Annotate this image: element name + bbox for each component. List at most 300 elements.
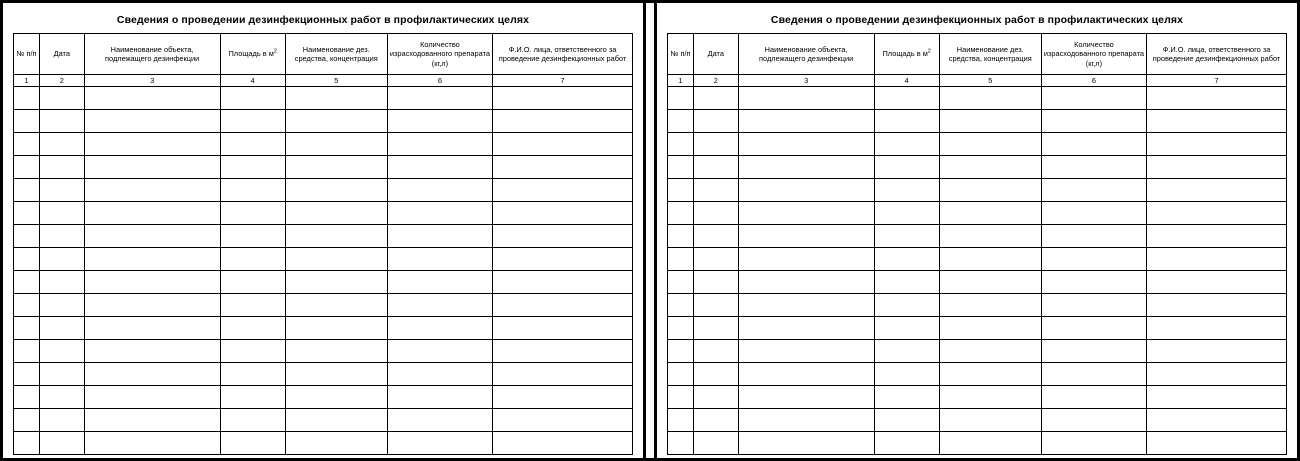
table-cell-empty[interactable] [285,87,387,110]
table-cell-empty[interactable] [14,317,40,340]
header-row [668,34,1287,75]
table-cell-empty[interactable] [874,87,939,110]
table-cell-empty[interactable] [668,340,694,363]
table-cell-empty[interactable] [939,340,1041,363]
table-cell-empty[interactable] [493,432,633,455]
header-cell-quantity: Количество израсходованного препарата (кг,л) [387,34,492,75]
table-row [668,248,1287,271]
table-cell-empty[interactable] [693,409,738,432]
table-cell-empty[interactable] [693,317,738,340]
table-cell-empty[interactable] [693,271,738,294]
table-cell-empty[interactable] [668,202,694,225]
header-cell-agent: Наименование дез. средства, концентрация [939,34,1041,75]
table-cell-empty[interactable] [285,386,387,409]
table-cell-empty[interactable] [387,202,492,225]
table-cell-empty[interactable] [493,110,633,133]
table-cell-empty[interactable] [1147,225,1287,248]
table-cell-empty[interactable] [738,225,874,248]
header-cell-number: № п/п [668,34,694,75]
table-cell-empty[interactable] [14,110,40,133]
table-cell-empty[interactable] [220,248,285,271]
table-cell-empty[interactable] [84,294,220,317]
header-row [14,34,633,75]
table-row [668,294,1287,317]
table-cell-empty[interactable] [738,409,874,432]
table-cell-empty[interactable] [39,432,84,455]
table-cell-empty[interactable] [738,133,874,156]
table-cell-empty[interactable] [493,133,633,156]
table-row [668,432,1287,455]
table-cell-empty[interactable] [1147,409,1287,432]
table-row [14,271,633,294]
table-cell-empty[interactable] [220,156,285,179]
column-number-row [668,75,1287,87]
table-cell-empty[interactable] [493,87,633,110]
table-cell-empty[interactable] [939,317,1041,340]
table-cell-empty[interactable] [693,110,738,133]
table-cell-empty[interactable] [1041,179,1146,202]
table-cell-empty[interactable] [1147,363,1287,386]
table-cell-empty[interactable] [693,363,738,386]
table-cell-empty[interactable] [693,386,738,409]
table-cell-empty[interactable] [220,294,285,317]
table-cell-empty[interactable] [387,340,492,363]
table-cell-empty[interactable] [693,87,738,110]
table-row [668,179,1287,202]
table-row [14,432,633,455]
table-cell-empty[interactable] [1041,87,1146,110]
table-cell-empty[interactable] [1147,271,1287,294]
table-cell-empty[interactable] [84,179,220,202]
table-cell-empty[interactable] [14,294,40,317]
table-cell-empty[interactable] [285,363,387,386]
page-title: Сведения о проведении дезинфекционных работ в профилактических целях [770,14,1184,26]
table-row [14,409,633,432]
table-cell-empty[interactable] [84,133,220,156]
table-header [14,34,633,87]
page-right [657,3,1297,458]
table-cell-empty[interactable] [668,87,694,110]
column-number-3: 3 [738,75,874,87]
table-cell-empty[interactable] [220,202,285,225]
table-cell-empty[interactable] [693,156,738,179]
table-cell-empty[interactable] [39,271,84,294]
table-cell-empty[interactable] [668,271,694,294]
table-row [668,110,1287,133]
table-cell-empty[interactable] [668,225,694,248]
table-cell-empty[interactable] [874,179,939,202]
table-cell-empty[interactable] [220,87,285,110]
table-cell-empty[interactable] [285,317,387,340]
table-cell-empty[interactable] [14,432,40,455]
table-cell-empty[interactable] [939,294,1041,317]
table-cell-empty[interactable] [84,271,220,294]
column-number-5: 5 [939,75,1041,87]
table-cell-empty[interactable] [39,133,84,156]
table-cell-empty[interactable] [387,363,492,386]
column-number-7: 7 [1147,75,1287,87]
table-cell-empty[interactable] [1147,179,1287,202]
table-cell-empty[interactable] [874,133,939,156]
table-cell-empty[interactable] [1147,156,1287,179]
table-cell-empty[interactable] [493,156,633,179]
table-cell-empty[interactable] [387,87,492,110]
table-cell-empty[interactable] [39,110,84,133]
table-body [668,87,1287,455]
table-row [668,156,1287,179]
table-cell-empty[interactable] [39,317,84,340]
table-cell-empty[interactable] [874,225,939,248]
table-cell-empty[interactable] [1041,409,1146,432]
table-row [668,386,1287,409]
table-row [14,294,633,317]
table-row [14,156,633,179]
table-cell-empty[interactable] [693,202,738,225]
table-cell-empty[interactable] [285,225,387,248]
table-cell-empty[interactable] [285,271,387,294]
table-cell-empty[interactable] [738,110,874,133]
table-cell-empty[interactable] [220,179,285,202]
table-cell-empty[interactable] [693,225,738,248]
table-cell-empty[interactable] [1041,340,1146,363]
header-cell-object: Наименование объекта, подлежащего дезинфекции [738,34,874,75]
table-cell-empty[interactable] [668,133,694,156]
column-number-1: 1 [14,75,40,87]
table-cell-empty[interactable] [1041,110,1146,133]
table-row [668,87,1287,110]
table-row [668,409,1287,432]
table-cell-empty[interactable] [493,202,633,225]
table-cell-empty[interactable] [387,248,492,271]
table-row [14,87,633,110]
table-cell-empty[interactable] [1147,87,1287,110]
table-cell-empty[interactable] [939,363,1041,386]
column-number-3: 3 [84,75,220,87]
header-cell-area [874,34,939,75]
table-cell-empty[interactable] [874,248,939,271]
table-cell-empty[interactable] [14,409,40,432]
table-cell-empty[interactable] [738,179,874,202]
table-cell-empty[interactable] [84,110,220,133]
header-area-superscript: 2 [273,49,277,56]
table-cell-empty[interactable] [1041,386,1146,409]
table-cell-empty[interactable] [939,248,1041,271]
page-title: Сведения о проведении дезинфекционных работ в профилактических целях [116,14,530,26]
table-cell-empty[interactable] [493,225,633,248]
table-cell-empty[interactable] [387,133,492,156]
table-cell-empty[interactable] [14,87,40,110]
table-cell-empty[interactable] [738,87,874,110]
table-cell-empty[interactable] [874,110,939,133]
header-cell-object: Наименование объекта, подлежащего дезинфекции [84,34,220,75]
header-area-superscript: 2 [927,49,931,56]
table-cell-empty[interactable] [874,156,939,179]
column-number-7: 7 [493,75,633,87]
table-cell-empty[interactable] [693,294,738,317]
table-cell-empty[interactable] [1147,294,1287,317]
table-cell-empty[interactable] [39,248,84,271]
table-cell-empty[interactable] [387,271,492,294]
table-row [668,271,1287,294]
table-row [668,225,1287,248]
table-cell-empty[interactable] [1147,340,1287,363]
table-cell-empty[interactable] [939,202,1041,225]
header-cell-agent: Наименование дез. средства, концентрация [285,34,387,75]
table-cell-empty[interactable] [738,156,874,179]
table-cell-empty[interactable] [84,156,220,179]
table-cell-empty[interactable] [493,271,633,294]
table-cell-empty[interactable] [220,110,285,133]
table-cell-empty[interactable] [220,271,285,294]
table-cell-empty[interactable] [1041,202,1146,225]
table-cell-empty[interactable] [84,87,220,110]
table-cell-empty[interactable] [220,340,285,363]
table-cell-empty[interactable] [285,432,387,455]
book-gutter [643,3,657,458]
table-cell-empty[interactable] [738,248,874,271]
table-cell-empty[interactable] [1041,225,1146,248]
table-cell-empty[interactable] [939,87,1041,110]
table-cell-empty[interactable] [285,409,387,432]
table-cell-empty[interactable] [668,386,694,409]
table-cell-empty[interactable] [387,110,492,133]
table-cell-empty[interactable] [387,432,492,455]
table-cell-empty[interactable] [285,294,387,317]
column-number-2: 2 [693,75,738,87]
table-cell-empty[interactable] [1041,432,1146,455]
table-cell-empty[interactable] [14,202,40,225]
table-cell-empty[interactable] [285,156,387,179]
table-cell-empty[interactable] [939,156,1041,179]
table-cell-empty[interactable] [493,340,633,363]
table-cell-empty[interactable] [874,202,939,225]
table-cell-empty[interactable] [39,156,84,179]
table-cell-empty[interactable] [14,386,40,409]
table-cell-empty[interactable] [1147,386,1287,409]
table-cell-empty[interactable] [39,363,84,386]
table-row [14,317,633,340]
table-cell-empty[interactable] [738,294,874,317]
table-cell-empty[interactable] [939,110,1041,133]
table-cell-empty[interactable] [668,432,694,455]
table-cell-empty[interactable] [84,248,220,271]
table-cell-empty[interactable] [874,294,939,317]
registry-table [13,33,633,455]
table-cell-empty[interactable] [693,340,738,363]
table-cell-empty[interactable] [668,110,694,133]
table-cell-empty[interactable] [738,386,874,409]
table-header [668,34,1287,87]
table-cell-empty[interactable] [14,179,40,202]
table-cell-empty[interactable] [738,363,874,386]
table-row [14,363,633,386]
table-cell-empty[interactable] [874,340,939,363]
table-row [14,248,633,271]
table-cell-empty[interactable] [874,363,939,386]
page-left [3,3,643,458]
table-cell-empty[interactable] [14,225,40,248]
table-cell-empty[interactable] [84,409,220,432]
table-cell-empty[interactable] [39,386,84,409]
table-row [14,110,633,133]
table-cell-empty[interactable] [285,133,387,156]
table-cell-empty[interactable] [738,202,874,225]
table-cell-empty[interactable] [387,386,492,409]
table-cell-empty[interactable] [220,432,285,455]
table-cell-empty[interactable] [874,271,939,294]
table-cell-empty[interactable] [1041,363,1146,386]
table-cell-empty[interactable] [738,340,874,363]
table-cell-empty[interactable] [493,179,633,202]
table-cell-empty[interactable] [668,294,694,317]
table-row [14,225,633,248]
table-cell-empty[interactable] [939,386,1041,409]
table-cell-empty[interactable] [220,133,285,156]
table-row [14,179,633,202]
table-cell-empty[interactable] [668,409,694,432]
table-row [668,133,1287,156]
column-number-4: 4 [874,75,939,87]
table-cell-empty[interactable] [14,248,40,271]
column-number-row [14,75,633,87]
column-number-4: 4 [220,75,285,87]
table-cell-empty[interactable] [939,271,1041,294]
table-cell-empty[interactable] [84,363,220,386]
table-row [14,133,633,156]
table-cell-empty[interactable] [14,156,40,179]
table-cell-empty[interactable] [493,386,633,409]
table-row [14,386,633,409]
table-cell-empty[interactable] [738,317,874,340]
table-cell-empty[interactable] [39,340,84,363]
table-row [668,202,1287,225]
table-body [14,87,633,455]
table-cell-empty[interactable] [387,317,492,340]
table-cell-empty[interactable] [1041,133,1146,156]
table-cell-empty[interactable] [939,225,1041,248]
table-row [668,317,1287,340]
table-cell-empty[interactable] [285,340,387,363]
table-row [668,363,1287,386]
table-cell-empty[interactable] [1147,202,1287,225]
table-cell-empty[interactable] [493,363,633,386]
table-cell-empty[interactable] [668,317,694,340]
table-cell-empty[interactable] [84,340,220,363]
table-cell-empty[interactable] [693,248,738,271]
table-cell-empty[interactable] [14,133,40,156]
table-cell-empty[interactable] [220,225,285,248]
table-cell-empty[interactable] [1041,248,1146,271]
table-cell-empty[interactable] [1147,248,1287,271]
table-cell-empty[interactable] [738,432,874,455]
column-number-6: 6 [1041,75,1146,87]
table-cell-empty[interactable] [387,294,492,317]
header-cell-responsible: Ф.И.О. лица, ответственного за проведение дезинфекционных работ [1147,34,1287,75]
table-cell-empty[interactable] [738,271,874,294]
table-cell-empty[interactable] [220,409,285,432]
table-cell-empty[interactable] [493,248,633,271]
registry-table [667,33,1287,455]
table-cell-empty[interactable] [39,294,84,317]
table-cell-empty[interactable] [939,133,1041,156]
table-row [14,340,633,363]
table-cell-empty[interactable] [285,248,387,271]
table-cell-empty[interactable] [1041,317,1146,340]
header-cell-area [220,34,285,75]
table-cell-empty[interactable] [493,317,633,340]
table-cell-empty[interactable] [84,225,220,248]
table-cell-empty[interactable] [1147,317,1287,340]
table-cell-empty[interactable] [14,363,40,386]
table-cell-empty[interactable] [874,409,939,432]
table-cell-empty[interactable] [874,432,939,455]
table-cell-empty[interactable] [693,432,738,455]
table-cell-empty[interactable] [387,225,492,248]
header-area-text: Площадь в м [228,49,274,59]
table-row [14,202,633,225]
header-area-text: Площадь в м [882,49,928,59]
table-cell-empty[interactable] [84,432,220,455]
table-cell-empty[interactable] [1147,133,1287,156]
table-cell-empty[interactable] [84,317,220,340]
header-cell-number: № п/п [14,34,40,75]
header-cell-quantity: Количество израсходованного препарата (кг,л) [1041,34,1146,75]
table-cell-empty[interactable] [1041,156,1146,179]
table-cell-empty[interactable] [387,156,492,179]
table-cell-empty[interactable] [84,386,220,409]
table-cell-empty[interactable] [39,179,84,202]
table-cell-empty[interactable] [668,248,694,271]
table-cell-empty[interactable] [84,202,220,225]
table-cell-empty[interactable] [693,179,738,202]
table-cell-empty[interactable] [668,363,694,386]
table-cell-empty[interactable] [493,294,633,317]
table-cell-empty[interactable] [220,317,285,340]
table-cell-empty[interactable] [387,179,492,202]
table-cell-empty[interactable] [39,409,84,432]
table-cell-empty[interactable] [220,363,285,386]
table-cell-empty[interactable] [1147,432,1287,455]
table-cell-empty[interactable] [220,386,285,409]
table-cell-empty[interactable] [668,179,694,202]
table-cell-empty[interactable] [693,133,738,156]
table-cell-empty[interactable] [874,317,939,340]
table-cell-empty[interactable] [39,202,84,225]
column-number-5: 5 [285,75,387,87]
table-cell-empty[interactable] [285,202,387,225]
table-cell-empty[interactable] [1147,110,1287,133]
table-cell-empty[interactable] [668,156,694,179]
column-number-1: 1 [668,75,694,87]
table-cell-empty[interactable] [14,340,40,363]
table-cell-empty[interactable] [939,409,1041,432]
table-cell-empty[interactable] [285,179,387,202]
table-cell-empty[interactable] [939,432,1041,455]
table-cell-empty[interactable] [39,225,84,248]
table-cell-empty[interactable] [493,409,633,432]
table-cell-empty[interactable] [39,87,84,110]
table-cell-empty[interactable] [874,386,939,409]
table-cell-empty[interactable] [14,271,40,294]
table-cell-empty[interactable] [1041,294,1146,317]
table-cell-empty[interactable] [939,179,1041,202]
table-cell-empty[interactable] [285,110,387,133]
table-cell-empty[interactable] [387,409,492,432]
header-cell-date: Дата [39,34,84,75]
table-cell-empty[interactable] [1041,271,1146,294]
header-cell-responsible: Ф.И.О. лица, ответственного за проведение дезинфекционных работ [493,34,633,75]
column-number-2: 2 [39,75,84,87]
